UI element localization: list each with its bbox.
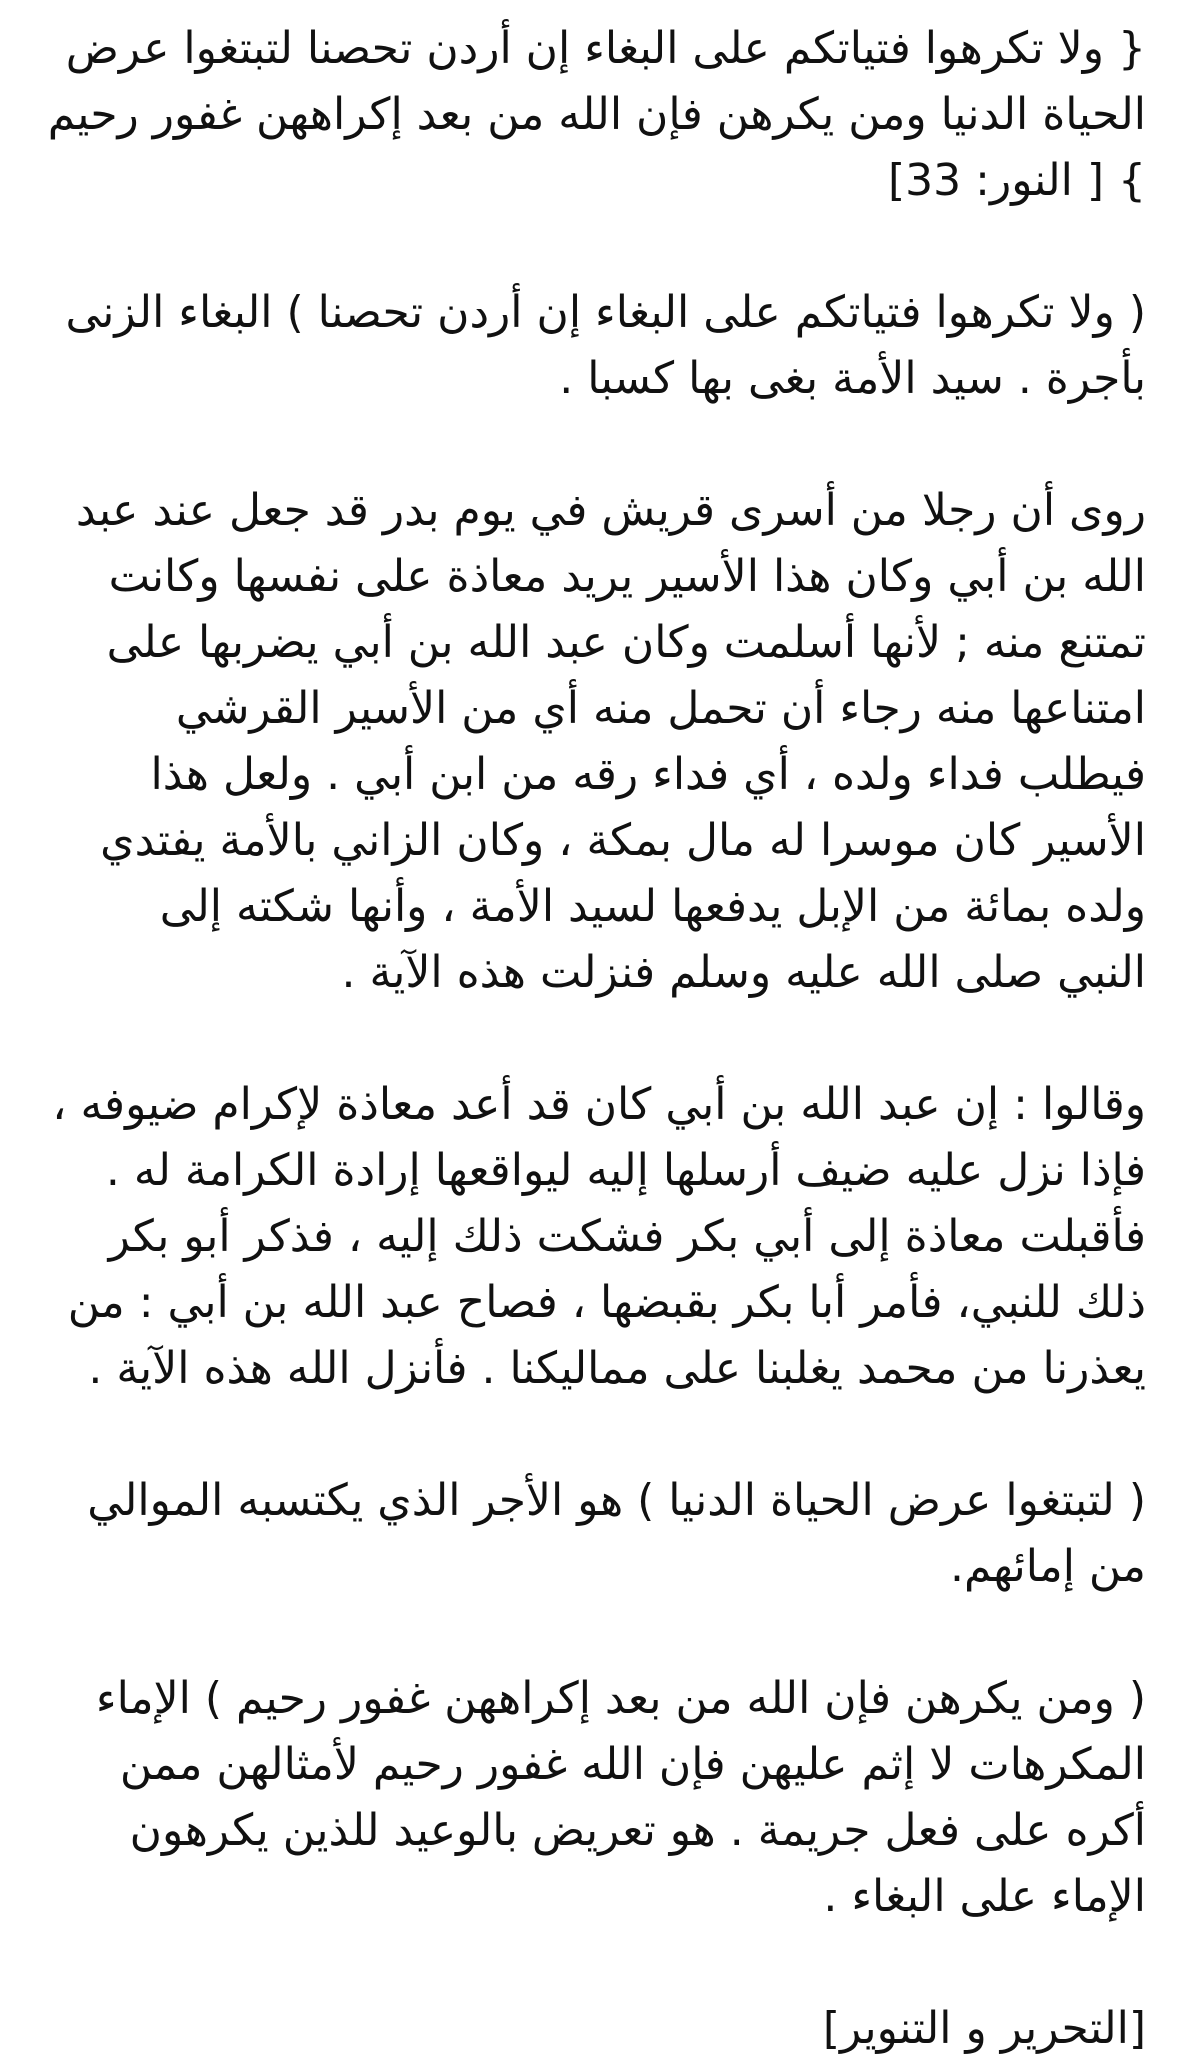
verse-paragraph: { ولا تكرهوا فتياتكم على البغاء إن أردن تحصنا لتبتغوا عرض الحياة الدنيا ومن يكرهن فإن الله من بعد إكراههن غفور رحيم } [ النور: 33] — [47, 23, 1146, 206]
commentary-paragraph-4: ( لتبتغوا عرض الحياة الدنيا ) هو الأجر الذي يكتسبه الموالي من إمائهم. — [87, 1475, 1146, 1592]
commentary-paragraph-1: ( ولا تكرهوا فتياتكم على البغاء إن أردن تحصنا ) البغاء الزنى بأجرة . سيد الأمة بغى بها كسبا . — [65, 287, 1146, 404]
commentary-paragraph-3: وقالوا : إن عبد الله بن أبي كان قد أعد معاذة لإكرام ضيوفه ، فإذا نزل عليه ضيف أرسلها إليه ليواقعها إرادة الكرامة له . فأقبلت معاذة إلى أبي بكر فشكت ذلك إليه ، فذكر أبو بكر ذلك للنبي، فأمر أبا بكر بقبضها ، فصاح عبد الله بن أبي : من يعذرنا من محمد يغلبنا على مماليكنا . فأنزل الله هذه الآية . — [52, 1079, 1146, 1394]
commentary-paragraph-5: ( ومن يكرهن فإن الله من بعد إكراههن غفور رحيم ) الإماء المكرهات لا إثم عليهن فإن الله غفور رحيم لأمثالهن ممن أكره على فعل جريمة . هو تعريض بالوعيد للذين يكرهون الإماء على البغاء . — [95, 1673, 1146, 1922]
source-citation: [التحرير و التنوير] — [822, 2003, 1146, 2054]
commentary-paragraph-2: روى أن رجلا من أسرى قريش في يوم بدر قد جعل عند عبد الله بن أبي وكان هذا الأسير يريد معاذة على نفسها وكانت تمتنع منه ; لأنها أسلمت وكان عبد الله بن أبي يضربها على امتناعها منه رجاء أن تحمل منه أي من الأسير القرشي فيطلب فداء ولده ، أي فداء رقه من ابن أبي . ولعل هذا الأسير كان موسرا له مال بمكة ، وكان الزاني بالأمة يفتدي ولده بمائة من الإبل يدفعها لسيد الأمة ، وأنها شكته إلى النبي صلى الله عليه وسلم فنزلت هذه الآية . — [75, 485, 1146, 998]
